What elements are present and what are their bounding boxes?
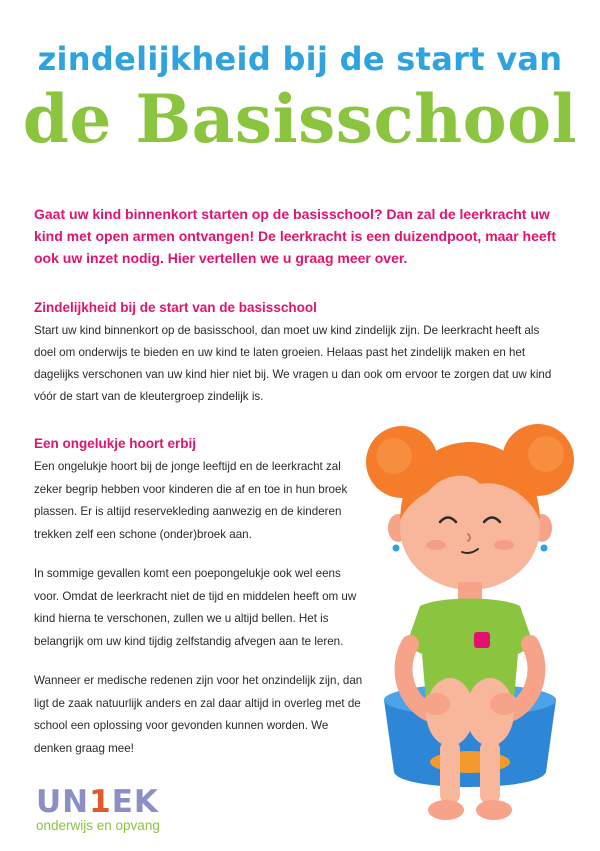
shirt xyxy=(406,599,534,701)
logo-mark-part-1: UN xyxy=(36,784,90,820)
section-heading-ongelukje: Een ongelukje hoort erbij xyxy=(34,436,197,451)
section-body-zindelijkheid: Start uw kind binnenkort op de basisschool, dan moet uw kind zindelijk zijn. De leerkracht heeft als doel om onderwijs te bieden en uw kind te laten groeien. Helaas past het zindelijk maken en het dagelijks verschonen van uw kind hier niet bij. We vragen u dan ook om ervoor te zorgen dat uw kind vóór de start van de kleutergroep zindelijk is. xyxy=(34,324,552,403)
logo-mark-part-3: EK xyxy=(111,784,159,820)
left-foot xyxy=(428,800,464,820)
unek-logo xyxy=(36,786,160,834)
ongelukje-paragraph-1: Een ongelukje hoort bij de jonge leeftijd en de leerkracht zal zeker begrip hebben voor kinderen die af en toe in hun broek plassen. Er is altijd reservekleding aanwezig en de kinderen trekken zelf een schone (onder)broek aan. xyxy=(34,460,348,541)
ongelukje-paragraph-3: Wanneer er medische redenen zijn voor het onzindelijk zijn, dan ligt de zaak natuurlijk anders en zal daar altijd in overleg met de school een oplossing voor gevonden kunnen worden. We denken graag mee! xyxy=(34,674,363,755)
logo-tagline: onderwijs en opvang xyxy=(36,818,160,833)
title-line-1: zindelijkheid bij de start van xyxy=(37,40,563,78)
shirt-pocket xyxy=(474,632,490,648)
section-heading-zindelijkheid: Zindelijkheid bij de start van de basisschool xyxy=(34,300,317,315)
logo-mark xyxy=(36,786,160,818)
intro-paragraph: Gaat uw kind binnenkort starten op de basisschool? Dan zal de leerkracht uw kind met open armen ontvangen! De leerkracht is een duizendpoot, maar heeft ook uw inzet nodig. Hier vertellen we u graag meer over. xyxy=(34,206,556,266)
ongelukje-paragraph-2: In sommige gevallen komt een poepongelukje ook wel eens voor. Omdat de leerkracht niet de tijd en middelen heeft om uw kind hierna te verschonen, zullen we u altijd bellen. Het is belangrijk om uw kind tijdig zelfstandig afvegen aan te leren. xyxy=(34,567,357,648)
right-foot xyxy=(476,800,512,820)
logo-mark-part-2: 1 xyxy=(89,784,112,820)
title-line-2: de Basisschool xyxy=(22,80,578,158)
child-on-potty-illustration xyxy=(350,400,590,840)
